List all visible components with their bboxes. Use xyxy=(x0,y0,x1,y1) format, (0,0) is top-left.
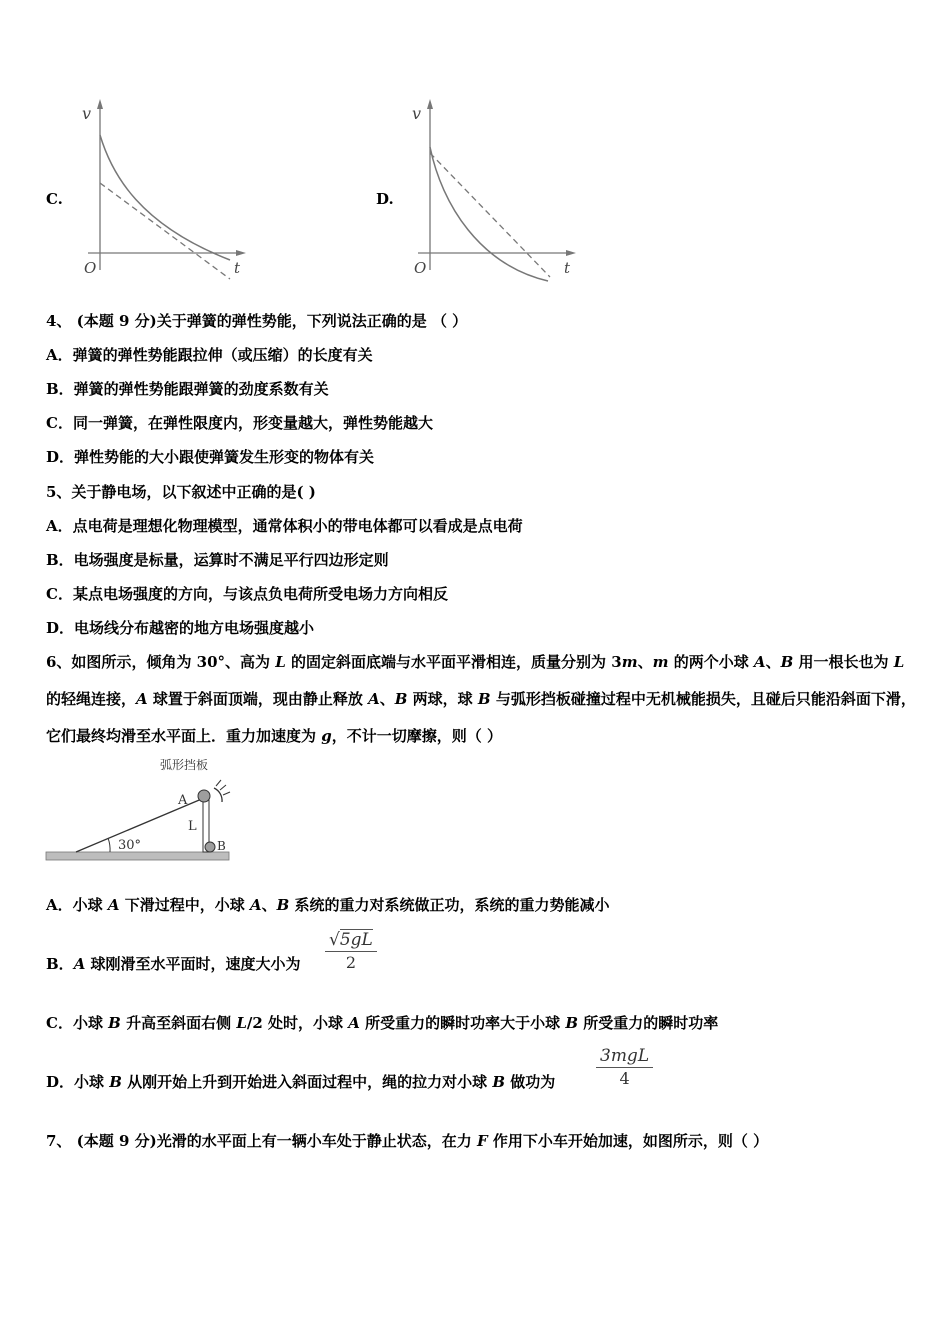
ball-a xyxy=(198,790,210,802)
q6-option-d-fraction xyxy=(596,1045,653,1090)
graph-d-velocity-time xyxy=(400,95,590,285)
q5-option-b: B．电场强度是标量，运算时不满足平行四边形定则 xyxy=(46,551,389,569)
option-c-label: C. xyxy=(46,190,63,208)
graph-c-velocity-time xyxy=(70,95,260,285)
rope-l-label: L xyxy=(188,819,197,834)
ball-b xyxy=(205,842,215,852)
fraction-numerator: √5gL xyxy=(329,930,373,950)
q5-stem: 5、关于静电场，以下叙述中正确的是( ) xyxy=(46,483,316,501)
graph-c-v-arrow xyxy=(97,99,103,109)
q7-stem: 7、 (本题 9 分)光滑的水平面上有一辆小车处于静止状态，在力 F 作用下小车开始加速，如图所示，则（ ） xyxy=(46,1132,769,1150)
q5-option-c: C．某点电场强度的方向，与该点负电荷所受电场力方向相反 xyxy=(46,585,448,603)
graph-c-t-arrow xyxy=(236,250,246,256)
q6-option-d: D．小球 B 从刚开始上升到开始进入斜面过程中，绳的拉力对小球 B 做功为 xyxy=(46,1073,556,1091)
q4-option-c: C．同一弹簧，在弹性限度内，形变量越大，弹性势能越大 xyxy=(46,414,433,432)
q5-option-d: D．电场线分布越密的地方电场强度越小 xyxy=(46,619,315,637)
q4-stem: 4、 (本题 9 分)关于弹簧的弹性势能，下列说法正确的是 （ ） xyxy=(46,312,468,330)
baffle-hatch-3 xyxy=(223,792,230,795)
q5-option-a: A．点电荷是理想化物理模型，通常体积小的带电体都可以看成是点电荷 xyxy=(46,517,523,535)
graph-c-t-label: t xyxy=(234,259,241,277)
baffle-hatch-2 xyxy=(220,785,226,790)
graph-c-v-label: v xyxy=(82,104,92,123)
graph-c-tangent xyxy=(100,183,230,279)
ball-a-label: A xyxy=(178,793,188,808)
angle-label: 30° xyxy=(118,838,142,853)
fraction-denominator: 4 xyxy=(619,1069,630,1088)
fraction-denominator: 2 xyxy=(345,953,357,972)
q4-option-a: A．弹簧的弹性势能跟拉伸（或压缩）的长度有关 xyxy=(46,346,373,364)
q6-option-b-fraction xyxy=(325,929,377,974)
graph-d-t-label: t xyxy=(564,259,571,277)
graph-d-v-arrow xyxy=(427,99,433,109)
q6-incline-figure xyxy=(44,752,244,864)
ground-surface xyxy=(46,852,229,860)
q6-stem: 6、如图所示，倾角为 30°、高为 L 的固定斜面底端与水平面平滑相连，质量分别为 3m、m 的两个小球 A、B 用一根长也为 L 的轻绳连接，A 球置于斜面顶端，现由静止释放 A、B 两球，球 B 与弧形挡板碰撞过程中无机械能损失，且碰后只能沿斜面下滑，它们最终均滑至水平面上．重力加速度为 g，不计一切摩擦，则（ ） xyxy=(46,653,916,745)
graph-d-v-label: v xyxy=(412,104,422,123)
q6-option-c: C．小球 B 升高至斜面右侧 L/2 处时，小球 A 所受重力的瞬时功率大于小球 B 所受重力的瞬时功率 xyxy=(46,1014,719,1032)
option-d-label: D. xyxy=(376,190,394,208)
arc-baffle-label: 弧形挡板 xyxy=(159,758,209,772)
q6-option-b: B．A 球刚滑至水平面时，速度大小为 xyxy=(46,955,301,973)
q4-option-b: B．弹簧的弹性势能跟弹簧的劲度系数有关 xyxy=(46,380,329,398)
angle-arc xyxy=(108,838,110,852)
graph-d-t-arrow xyxy=(566,250,576,256)
graph-d-origin-label: O xyxy=(414,259,427,277)
baffle-hatch-1 xyxy=(216,780,221,786)
arc-baffle xyxy=(214,788,222,802)
graph-c-origin-label: O xyxy=(84,259,97,277)
graph-d-secant xyxy=(430,153,550,277)
ball-b-label: B xyxy=(217,839,226,853)
q4-option-d: D．弹性势能的大小跟使弹簧发生形变的物体有关 xyxy=(46,448,375,466)
fraction-numerator: 3mgL xyxy=(600,1046,650,1066)
sqrt-sign: √ xyxy=(329,930,340,950)
q6-option-a: A．小球 A 下滑过程中，小球 A、B 系统的重力对系统做正功，系统的重力势能减小 xyxy=(46,896,610,914)
